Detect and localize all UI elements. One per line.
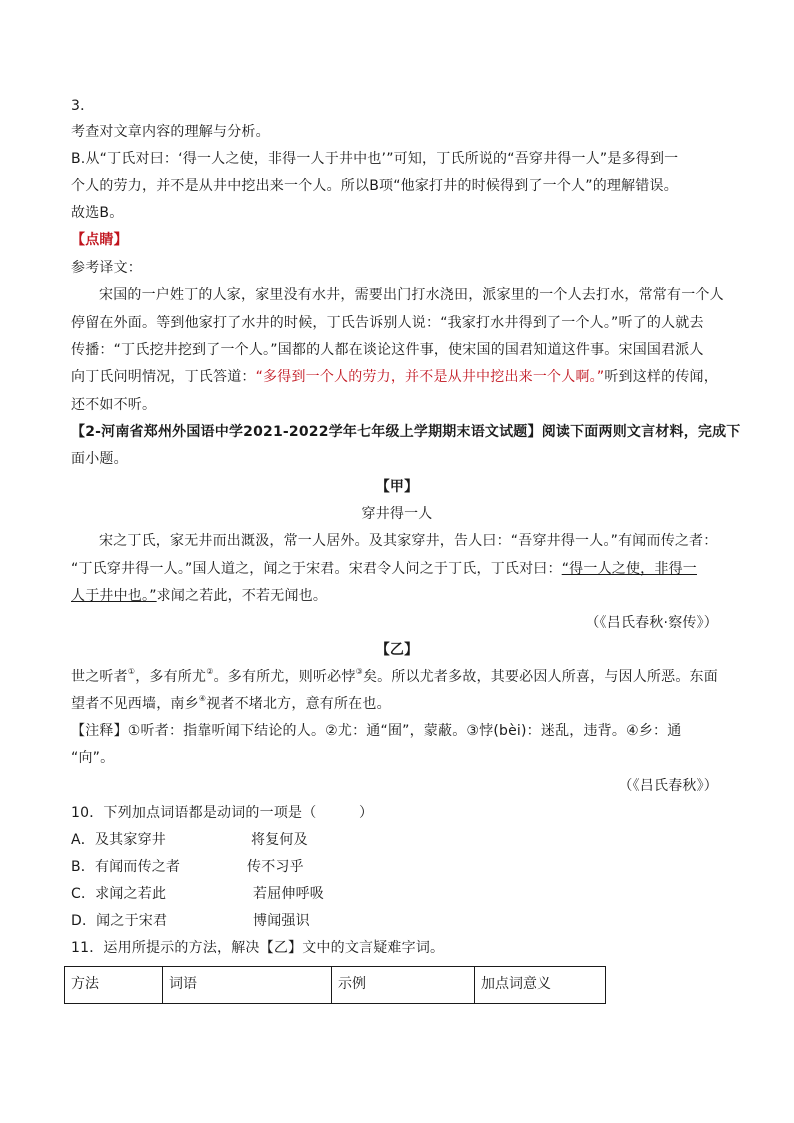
- option-compare-text: 传不习乎: [247, 859, 304, 875]
- answer-point: 考查对文章内容的理解与分析。: [71, 124, 270, 140]
- option-text: B．有闻而传之者: [71, 859, 181, 875]
- yi-text: 视者不堵北方，意有所在也。: [206, 696, 391, 712]
- answer-number: 3．: [71, 98, 95, 114]
- jia-line-2-start: “丁氏穿井得一人。”国人道之，闻之于宋君。宋君令人问之于丁氏，丁氏对曰：: [71, 561, 562, 577]
- yi-label: 【乙】: [375, 642, 419, 658]
- yi-text: 矣。所以尤者多故，其要必因人所喜，与因人所恶。东面: [362, 669, 718, 685]
- jia-source: （《吕氏春秋·察传》）: [585, 615, 718, 631]
- jia-label: 【甲】: [375, 479, 419, 495]
- yi-line-2: [71, 694, 391, 714]
- jia-title: 穿井得一人: [361, 506, 433, 522]
- question-11-stem: 11．运用所提示的方法，解决【乙】文中的文言疑难字词。: [71, 940, 445, 956]
- yi-text: 世之听者: [71, 669, 128, 685]
- yi-text: 。多有所尤，则听必悖: [213, 669, 356, 685]
- option-text: D．闻之于宋君: [71, 913, 168, 929]
- translation-line-4-start: 向丁氏问明情况，丁氏答道：: [71, 369, 256, 385]
- section-header-line-2: 面小题。: [71, 451, 128, 467]
- reference-translation-title: 参考译文：: [71, 260, 142, 276]
- translation-line-4-end: 听到这样的传闻，: [604, 369, 718, 385]
- note-ref-1: ①: [127, 667, 136, 677]
- table-header-meaning: 加点词意义: [475, 967, 606, 1004]
- table-header-row: [65, 967, 606, 1004]
- table-header-method: 方法: [65, 967, 163, 1004]
- question-10-option-d: [71, 911, 471, 931]
- option-text: A．及其家穿井: [71, 832, 166, 848]
- jia-line-3-end: 求闻之若此，不若无闻也。: [156, 588, 328, 604]
- translation-highlight: “多得到一个人的劳力，并不是从井中挖出来一个人啊。”: [255, 369, 605, 385]
- note-ref-3: ③: [355, 667, 363, 677]
- question-11-table: [64, 966, 606, 1004]
- yi-text: 望者不见西墙，南乡: [71, 696, 199, 712]
- translation-line-3: 传播：“丁氏挖井挖到了一个人。”国都的人都在谈论这件事，使宋国的国君知道这件事。宋国国君派人: [71, 342, 704, 358]
- table-header-word: 词语: [163, 967, 332, 1004]
- table-header-example: 示例: [332, 967, 475, 1004]
- option-compare-text: 若屈伸呼吸: [253, 886, 324, 902]
- option-compare-text: 将复何及: [251, 832, 308, 848]
- question-10-stem: 10．下列加点词语都是动词的一项是（ ）: [71, 805, 374, 821]
- answer-choice: 故选B。: [71, 205, 124, 221]
- yi-notes-line-1: 【注释】①听者：指靠听闻下结论的人。②尤：通“囿”，蒙蔽。③悖(bèi)：迷乱，违背。④乡：通: [71, 723, 682, 739]
- jia-underlined-sentence-part-1: “得一人之使，非得一: [561, 561, 697, 577]
- answer-explanation-line-1: B.从“丁氏对曰：‘得一人之使，非得一人于井中也’”可知，丁氏所说的“吾穿井得一人”是多得到一: [71, 151, 679, 167]
- question-10-option-b: [71, 857, 471, 877]
- yi-source: （《吕氏春秋》）: [618, 778, 718, 794]
- answer-explanation-line-2: 个人的劳力，并不是从井中挖出来一个人。所以B项“他家打井的时候得到了一个人”的理解错误。: [71, 178, 678, 194]
- section-header-line-1: 【2-河南省郑州外国语中学2021-2022学年七年级上学期期末语文试题】阅读下面两则文言材料，完成下: [71, 424, 741, 440]
- translation-line-5: 还不如不听。: [71, 397, 157, 413]
- yi-notes-line-2: “向”。: [71, 750, 115, 766]
- translation-line-4: [71, 367, 718, 387]
- jia-line-3: [71, 586, 327, 606]
- jia-underlined-sentence-part-2: 人于井中也。”: [71, 588, 157, 604]
- option-text: C．求闻之若此: [71, 886, 167, 902]
- note-ref-2: ②: [206, 667, 214, 677]
- yi-text: ，多有所尤: [135, 669, 207, 685]
- translation-line-1: 宋国的一户姓丁的人家，家里没有水井，需要出门打水浇田，派家里的一个人去打水，常常有一个人: [99, 287, 724, 303]
- yi-line-1: [71, 667, 718, 687]
- note-ref-4: ④: [198, 694, 207, 704]
- option-compare-text: 博闻强识: [253, 913, 310, 929]
- jia-line-1: 宋之丁氏，家无井而出溉汲，常一人居外。及其家穿井，告人曰：“吾穿井得一人。”有闻而传之者：: [99, 533, 718, 549]
- question-10-option-c: [71, 884, 471, 904]
- jia-line-2: [71, 559, 697, 579]
- dianjing-label: 【点睛】: [71, 232, 128, 248]
- question-10-option-a: [71, 830, 471, 850]
- translation-line-2: 停留在外面。等到他家打了水井的时候，丁氏告诉别人说：“我家打水井得到了一个人。”听了的人就去: [71, 315, 704, 331]
